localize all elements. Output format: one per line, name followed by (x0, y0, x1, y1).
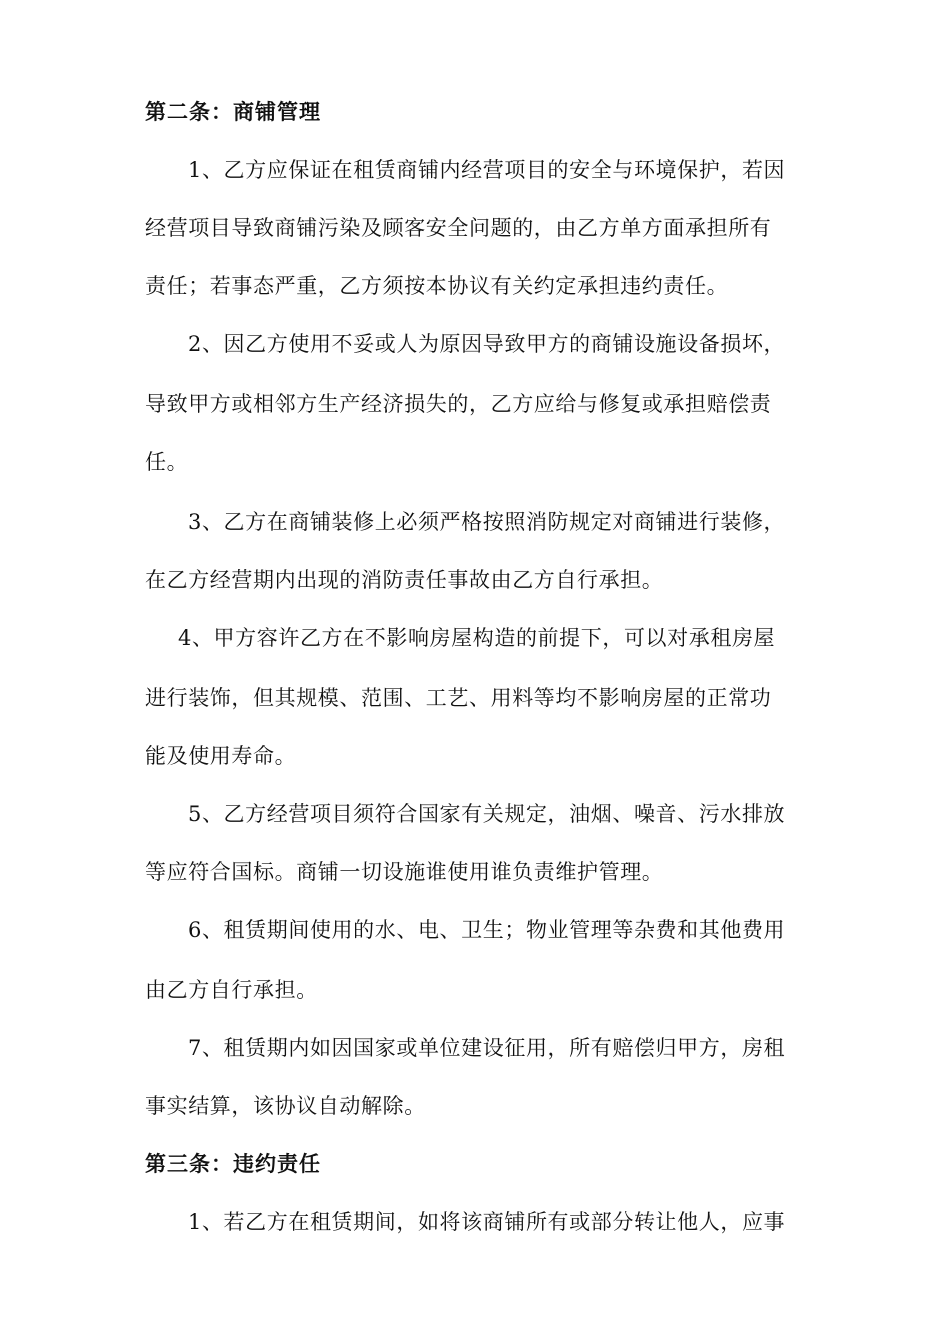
section-heading-3: 第三条：违约责任 (145, 1151, 321, 1176)
clause-line: 1、乙方应保证在租赁商铺内经营项目的安全与环境保护，若因 (188, 158, 786, 182)
clause-line: 任。 (145, 450, 189, 474)
clause-line: 经营项目导致商铺污染及顾客安全问题的，由乙方单方面承担所有 (145, 216, 772, 240)
clause-line: 7、租赁期内如因国家或单位建设征用，所有赔偿归甲方，房租 (188, 1036, 786, 1060)
clause-line: 事实结算，该协议自动解除。 (145, 1094, 426, 1118)
clause-line: 责任；若事态严重，乙方须按本协议有关约定承担违约责任。 (145, 274, 729, 298)
clause-line: 4、甲方容许乙方在不影响房屋构造的前提下，可以对承租房屋 (178, 626, 776, 650)
clause-line: 5、乙方经营项目须符合国家有关规定，油烟、噪音、污水排放 (188, 802, 786, 826)
clause-line: 进行装饰，但其规模、范围、工艺、用料等均不影响房屋的正常功 (145, 686, 772, 710)
clause-line: 6、租赁期间使用的水、电、卫生；物业管理等杂费和其他费用 (188, 918, 786, 942)
clause-line: 2、因乙方使用不妥或人为原因导致甲方的商铺设施设备损坏， (188, 332, 786, 356)
clause-line: 能及使用寿命。 (145, 744, 297, 768)
clause-line: 导致甲方或相邻方生产经济损失的，乙方应给与修复或承担赔偿责 (145, 392, 772, 416)
clause-line: 3、乙方在商铺装修上必须严格按照消防规定对商铺进行装修， (188, 510, 786, 534)
clause-line: 1、若乙方在租赁期间，如将该商铺所有或部分转让他人，应事 (188, 1210, 786, 1234)
clause-line: 由乙方自行承担。 (145, 978, 318, 1002)
clause-line: 等应符合国标。商铺一切设施谁使用谁负责维护管理。 (145, 860, 664, 884)
section-heading-2: 第二条：商铺管理 (145, 99, 321, 124)
clause-line: 在乙方经营期内出现的消防责任事故由乙方自行承担。 (145, 568, 664, 592)
